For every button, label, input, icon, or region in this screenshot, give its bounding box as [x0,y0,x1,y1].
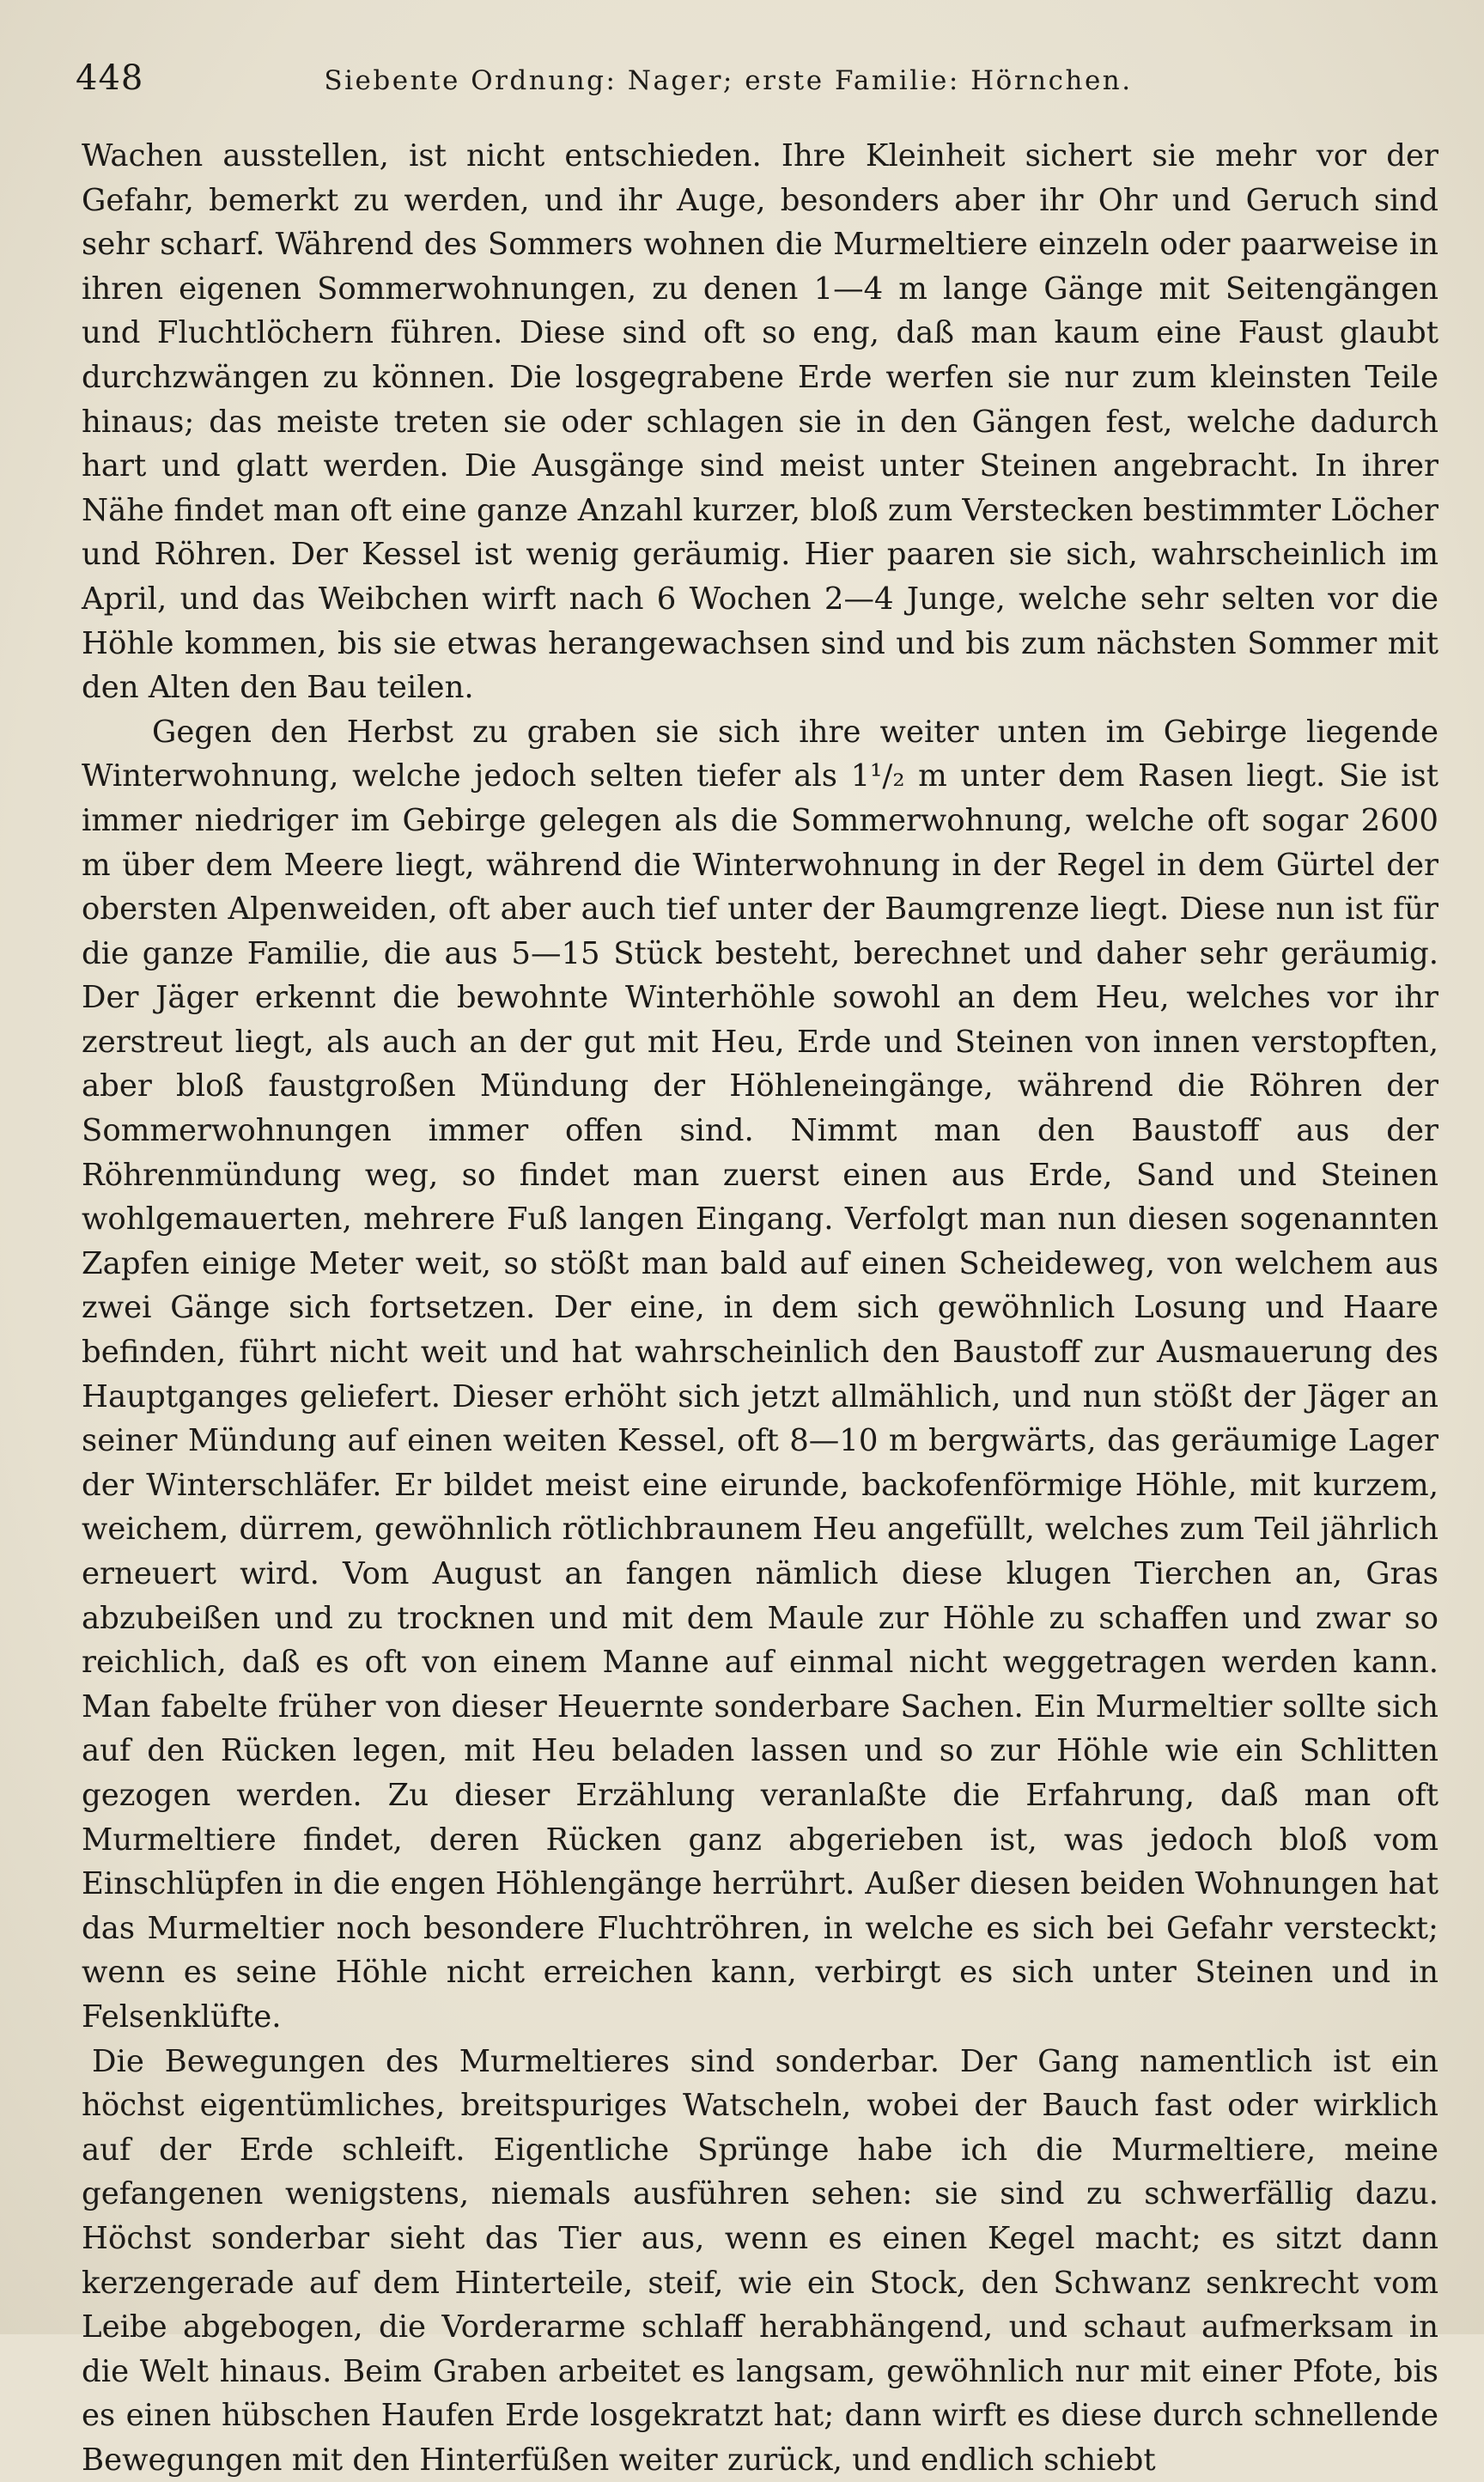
page-header [76,58,1432,106]
paragraph-winter-dwelling: Gegen den Herbst zu graben sie sich ihre weiter unten im Gebirge liegende Winterwohnung, welche jedoch selten tiefer als 1¹/₂ m unter dem Rasen liegt. Sie ist immer niedriger im Gebirge gelegen als die Sommerwohnung, welche oft sogar 2600 m über dem Meere liegt, während die Winterwohnung in der Regel in dem Gürtel der obersten Alpenweiden, oft aber auch tief unter der Baumgrenze liegt. Diese nun ist für die ganze Familie, die aus 5—15 Stück besteht, berechnet und daher sehr geräumig. Der Jäger erkennt die bewohnte Winterhöhle sowohl an dem Heu, welches vor ihr zerstreut liegt, als auch an der gut mit Heu, Erde und Steinen von innen verstopften, aber bloß faustgroßen Mündung der Höhleneingänge, während die Röhren der Sommerwohnungen immer offen sind. Nimmt man den Baustoff aus der Röhrenmündung weg, so findet man zuerst einen aus Erde, Sand und Steinen wohlgemauerten, mehrere Fuß langen Eingang. Verfolgt man nun diesen sogenannten Zapfen einige Meter weit, so stößt man bald auf einen Scheideweg, von welchem aus zwei Gänge sich fortsetzen. Der eine, in dem sich gewöhnlich Losung und Haare befinden, führt nicht weit und hat wahrscheinlich den Baustoff zur Ausmauerung des Hauptganges geliefert. Dieser erhöht sich jetzt allmählich, und nun stößt der Jäger an seiner Mündung auf einen weiten Kessel, oft 8—10 m bergwärts, das geräumige Lager der Winterschläfer. Er bildet meist eine eirunde, backofenförmige Höhle, mit kurzem, weichem, dürrem, gewöhnlich rötlichbraunem Heu angefüllt, welches zum Teil jährlich erneuert wird. Vom August an fangen nämlich diese klugen Tierchen an, Gras abzubeißen und zu trocknen und mit dem Maule zur Höhle zu schaffen und zwar so reichlich, daß es oft von einem Manne auf einmal nicht weggetragen werden kann. Man fabelte früher von dieser Heuernte sonderbare Sachen. Ein Murmeltier sollte sich auf den Rücken legen, mit Heu beladen lassen und so zur Höhle wie ein Schlitten gezogen werden. Zu dieser Erzählung veranlaßte die Erfahrung, daß man oft Murmeltiere findet, deren Rücken ganz abgerieben ist, was jedoch bloß vom Einschlüpfen in die engen Höhlengänge herrührt. Außer diesen beiden Wohnungen hat das Murmeltier noch besondere Fluchtröhren, in welche es sich bei Gefahr versteckt; wenn es seine Höhle nicht erreichen kann, verbirgt es sich unter Steinen und in Felsenklüfte. [82,714,1438,2035]
body-text [82,134,1438,2482]
paragraph-continuation: Wachen ausstellen, ist nicht entschieden. Ihre Kleinheit sichert sie mehr vor der Gefahr, bemerkt zu werden, und ihr Auge, besonders aber ihr Ohr und Geruch sind sehr scharf. Während des Sommers wohnen die Murmeltiere einzeln oder paarweise in ihren eigenen Sommerwohnungen, zu denen 1—4 m lange Gänge mit Seitengängen und Fluchtlöchern führen. Diese sind oft so eng, daß man kaum eine Faust glaubt durchzwängen zu können. Die losgegrabene Erde werfen sie nur zum kleinsten Teile hinaus; das meiste treten sie oder schlagen sie in den Gängen fest, welche dadurch hart und glatt werden. Die Ausgänge sind meist unter Steinen angebracht. In ihrer Nähe findet man oft eine ganze Anzahl kurzer, bloß zum Verstecken bestimmter Löcher und Röhren. Der Kessel ist wenig geräumig. Hier paaren sie sich, wahrscheinlich im April, und das Weibchen wirft nach 6 Wochen 2—4 Junge, welche sehr selten vor die Höhle kommen, bis sie etwas herangewachsen sind und bis zum nächsten Sommer mit den Alten den Bau teilen. [82,138,1438,706]
paragraph-movements: Die Bewegungen des Murmeltieres sind sonderbar. Der Gang namentlich ist ein höchst eigentümliches, breitspuriges Watscheln, wobei der Bauch fast oder wirklich auf der Erde schleift. Eigentliche Sprünge habe ich die Murmeltiere, meine gefangenen wenigstens, niemals ausführen sehen: sie sind zu schwerfällig dazu. Höchst sonderbar sieht das Tier aus, wenn es einen Kegel macht; es sitzt dann kerzengerade auf dem Hinterteile, steif, wie ein Stock, den Schwanz senkrecht vom Leibe abgebogen, die Vorderarme schlaff herabhängend, und schaut aufmerksam in die Welt hinaus. Beim Graben arbeitet es langsam, gewöhnlich nur mit einer Pfote, bis es einen hübschen Haufen Erde losgekratzt hat; dann wirft es diese durch schnellende Bewegungen mit den Hinterfüßen weiter zurück, und endlich schiebt [82,2043,1438,2478]
page-number: 448 [76,58,144,98]
running-head: Siebente Ordnung: Nager; erste Familie: Hörnchen. [324,65,1133,96]
